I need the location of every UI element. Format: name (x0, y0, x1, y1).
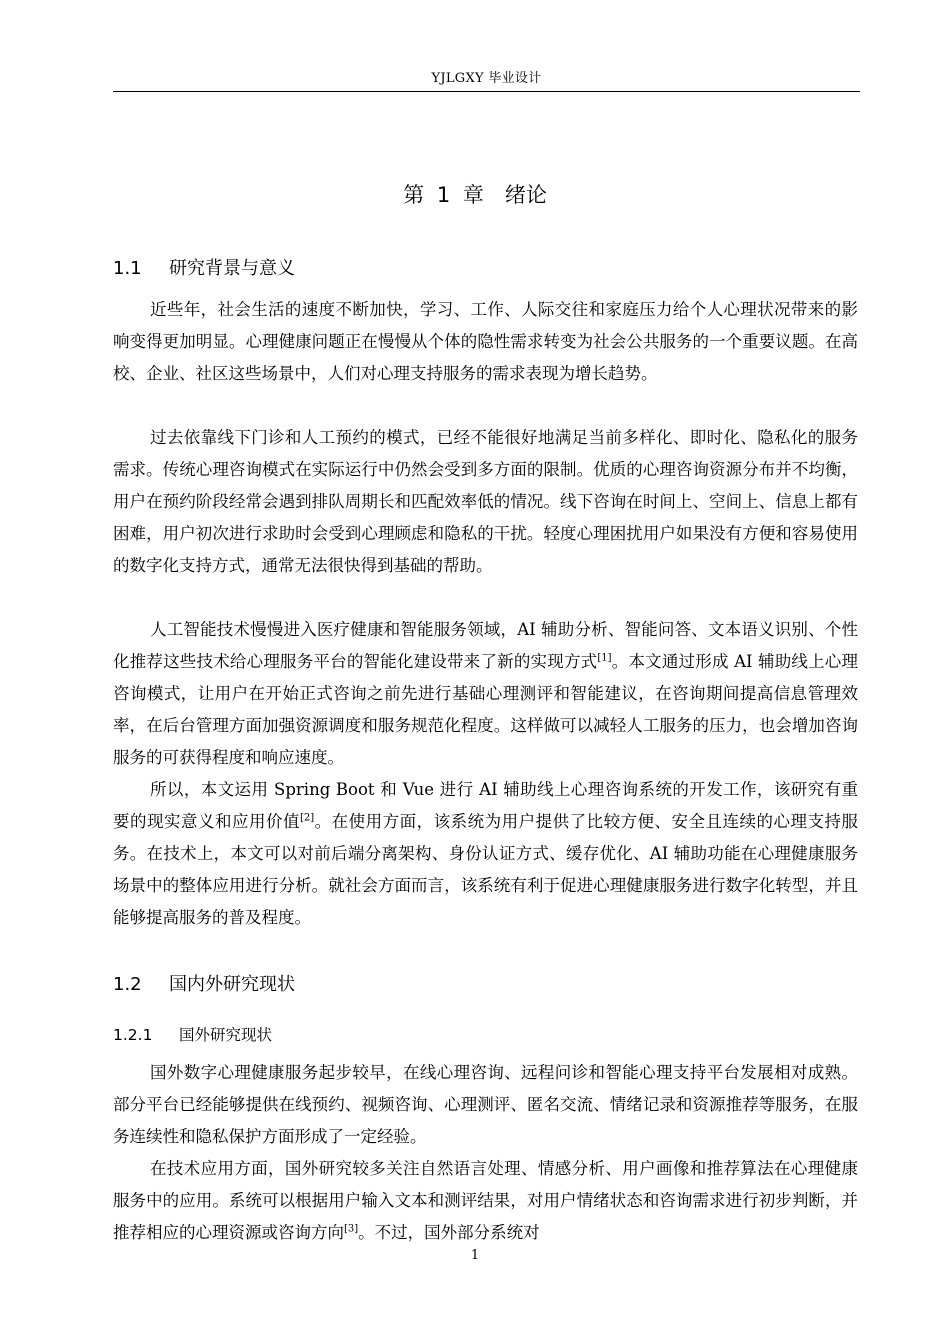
paragraph-text: 过去依靠线下门诊和人工预约的模式，已经不能很好地满足当前多样化、即时化、隐私化的服务需求。传统心理咨询模式在实际运行中仍然会受到多方面的限制。优质的心理咨询资源分布并不均衡，用户在预约阶段经常会遇到排队周期长和匹配效率低的情况。线下咨询在时间上、空间上、信息上都有困难，用户初次进行求助时会受到心理顾虑和隐私的干扰。轻度心理困扰用户如果没有方便和容易使用的数字化支持方式，通常无法很快得到基础的帮助。 (113, 428, 858, 575)
page-header (113, 70, 860, 92)
section-heading-1-1 (113, 256, 295, 282)
paragraph-text: 。在使用方面，该系统为用户提供了比较方便、安全且连续的心理支持服务。在技术上，本文可以对前后端分离架构、身份认证方式、缓存优化、AI 辅助功能在心理健康服务场景中的整体应用进行分析。就社会方面而言，该系统有利于促进心理健康服务进行数字化转型，并且能够提高服务的普及程度。 (113, 812, 859, 927)
subsection-number: 1.2.1 (113, 1026, 153, 1044)
paragraph (113, 1057, 858, 1153)
section-number: 1.1 (113, 258, 142, 279)
section-title: 国内外研究现状 (169, 974, 295, 995)
citation-ref: [3] (344, 1223, 359, 1235)
paragraph-text: 人工智能技术慢慢进入医疗健康和智能服务领域，AI 辅助分析、智能问答、文本语义识别、个性化推荐这些技术给心理服务平台的智能化建设带来了新的实现方式 (113, 620, 858, 671)
paragraph-text: 在技术应用方面，国外研究较多关注自然语言处理、情感分析、用户画像和推荐算法在心理健康服务中的应用。系统可以根据用户输入文本和测评结果，对用户情绪状态和咨询需求进行初步判断，并推荐相应的心理资源或咨询方向 (113, 1159, 858, 1242)
paragraph (113, 614, 858, 774)
paragraph-text: 。本文通过形成 AI 辅助线上心理咨询模式，让用户在开始正式咨询之前先进行基础心理测评和智能建议，在咨询期间提高信息管理效率，在后台管理方面加强资源调度和服务规范化程度。这样做可以减轻人工服务的压力，也会增加咨询服务的可获得程度和响应速度。 (113, 652, 859, 767)
page-number: 1 (470, 1248, 480, 1263)
paragraph (113, 1153, 858, 1249)
paragraph-text: 所以，本文运用 Spring Boot 和 Vue 进行 AI 辅助线上心理咨询系统的开发工作，该研究有重要的现实意义和应用价值 (113, 780, 858, 831)
section-title: 研究背景与意义 (169, 258, 295, 279)
paragraph-text: 。不过，国外部分系统对 (358, 1223, 540, 1242)
section-number: 1.2 (113, 974, 142, 995)
paragraph-text: 国外数字心理健康服务起步较早，在线心理咨询、远程问诊和智能心理支持平台发展相对成熟。部分平台已经能够提供在线预约、视频咨询、心理测评、匿名交流、情绪记录和资源推荐等服务，在服务连续性和隐私保护方面形成了一定经验。 (113, 1063, 858, 1146)
section-heading-1-2 (113, 972, 295, 998)
header-title: YJLGXY 毕业设计 (431, 71, 542, 86)
chapter-title: 第 1 章 绪论 (403, 183, 547, 207)
citation-ref: [2] (299, 812, 315, 824)
paragraph-text: 近些年，社会生活的速度不断加快，学习、工作、人际交往和家庭压力给个人心理状况带来的影响变得更加明显。心理健康问题正在慢慢从个体的隐性需求转变为社会公共服务的一个重要议题。在高校、企业、社区这些场景中，人们对心理支持服务的需求表现为增长趋势。 (113, 300, 858, 383)
paragraph (113, 774, 858, 934)
citation-ref: [1] (597, 652, 612, 664)
paragraph (113, 294, 858, 390)
subsection-heading-1-2-1 (113, 1024, 272, 1046)
subsection-title: 国外研究现状 (179, 1026, 273, 1044)
paragraph (113, 422, 858, 582)
